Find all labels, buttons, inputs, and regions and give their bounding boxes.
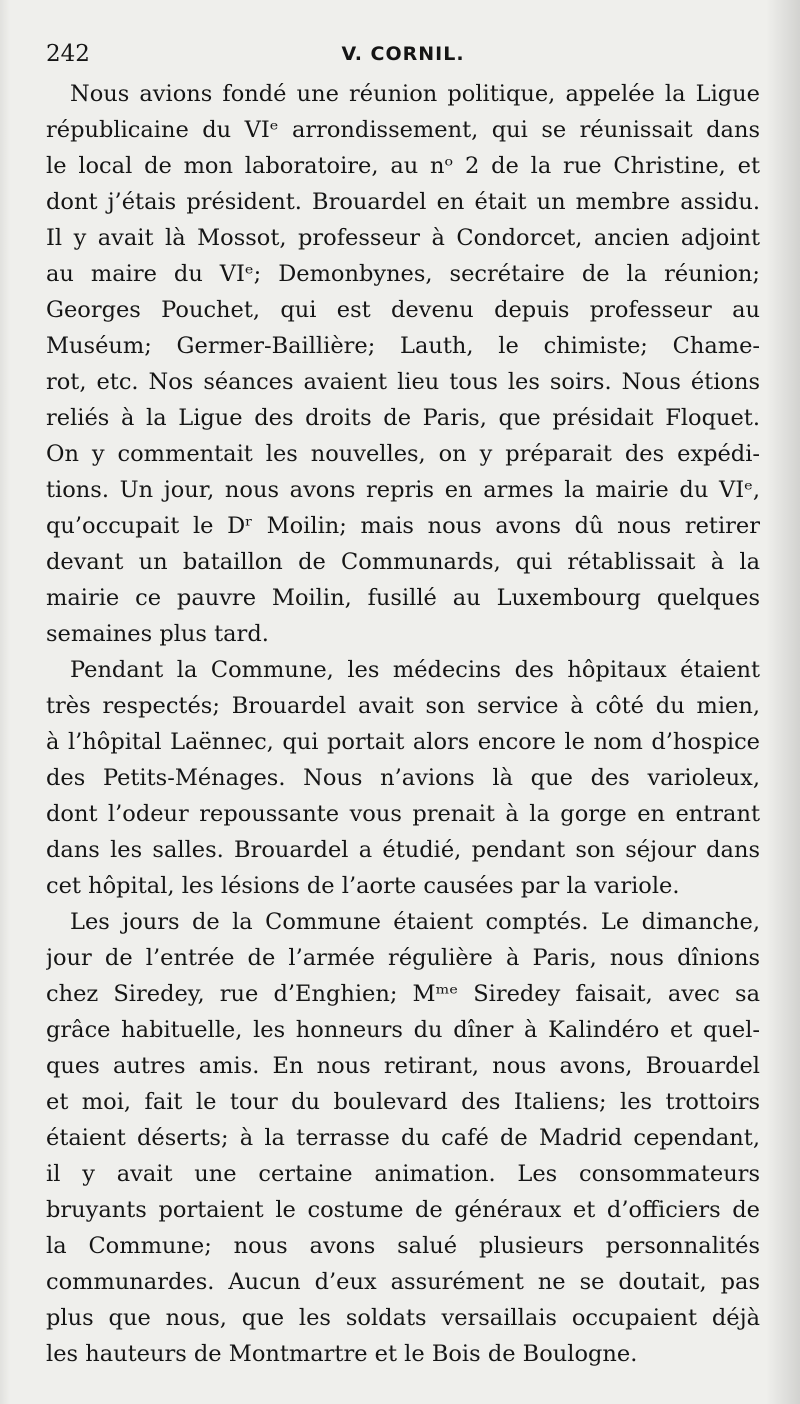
text-line: et moi, fait le tour du boulevard des Italiens; les trottoirs bbox=[46, 1089, 760, 1115]
paragraph bbox=[46, 652, 760, 904]
running-head: V. CORNIL. bbox=[341, 43, 465, 65]
text-line: à l’hôpital Laënnec, qui portait alors encore le nom d’hospice bbox=[46, 729, 760, 755]
text-line: cet hôpital, les lésions de l’aorte causées par la variole. bbox=[46, 873, 680, 899]
text-line: la Commune; nous avons salué plusieurs personnalités bbox=[46, 1233, 760, 1259]
text-line: jour de l’entrée de l’armée régulière à Paris, nous dînions bbox=[46, 945, 760, 971]
text-line: communardes. Aucun d’eux assurément ne se doutait, pas bbox=[46, 1269, 760, 1295]
text-line: ques autres amis. En nous retirant, nous avons, Brouardel bbox=[46, 1053, 760, 1079]
text-line: On y commentait les nouvelles, on y préparait des expédi- bbox=[46, 441, 760, 467]
text-line: grâce habituelle, les honneurs du dîner à Kalindéro et quel- bbox=[46, 1017, 760, 1043]
page-edge-shadow-left bbox=[0, 0, 10, 1404]
text-line: républicaine du VIᵉ arrondissement, qui se réunissait dans bbox=[46, 117, 760, 143]
text-line: plus que nous, que les soldats versaillais occupaient déjà bbox=[46, 1305, 760, 1331]
text-line: rot, etc. Nos séances avaient lieu tous les soirs. Nous étions bbox=[46, 369, 760, 395]
paragraph bbox=[46, 76, 760, 652]
text-line: Il y avait là Mossot, professeur à Condorcet, ancien adjoint bbox=[46, 225, 760, 251]
page-number: 242 bbox=[46, 41, 90, 67]
text-line: au maire du VIᵉ; Demonbynes, secrétaire de la réunion; bbox=[46, 261, 760, 287]
text-line: les hauteurs de Montmartre et le Bois de Boulogne. bbox=[46, 1341, 638, 1367]
text-line: Pendant la Commune, les médecins des hôpitaux étaient bbox=[70, 657, 760, 683]
text-line: semaines plus tard. bbox=[46, 621, 269, 647]
text-line: dans les salles. Brouardel a étudié, pendant son séjour dans bbox=[46, 837, 760, 863]
text-line: mairie ce pauvre Moilin, fusillé au Luxembourg quelques bbox=[46, 585, 760, 611]
page-header bbox=[46, 37, 760, 71]
text-line: chez Siredey, rue d’Enghien; Mᵐᵉ Siredey faisait, avec sa bbox=[46, 981, 760, 1007]
body-text bbox=[46, 76, 760, 1372]
text-line: Muséum; Germer-Baillière; Lauth, le chimiste; Chame- bbox=[46, 333, 760, 359]
text-line: Georges Pouchet, qui est devenu depuis professeur au bbox=[46, 297, 760, 323]
paragraph bbox=[46, 904, 760, 1372]
text-line: devant un bataillon de Communards, qui rétablissait à la bbox=[46, 549, 760, 575]
text-line: reliés à la Ligue des droits de Paris, que présidait Floquet. bbox=[46, 405, 760, 431]
text-line: dont j’étais président. Brouardel en était un membre assidu. bbox=[46, 189, 760, 215]
text-line: il y avait une certaine animation. Les consommateurs bbox=[46, 1161, 760, 1187]
text-line: le local de mon laboratoire, au nᵒ 2 de la rue Christine, et bbox=[46, 153, 760, 179]
text-line: Les jours de la Commune étaient comptés. Le dimanche, bbox=[70, 909, 760, 935]
text-line: Nous avions fondé une réunion politique, appelée la Ligue bbox=[70, 81, 760, 107]
text-line: bruyants portaient le costume de généraux et d’officiers de bbox=[46, 1197, 760, 1223]
text-line: étaient déserts; à la terrasse du café de Madrid cependant, bbox=[46, 1125, 760, 1151]
text-line: très respectés; Brouardel avait son service à côté du mien, bbox=[46, 693, 760, 719]
text-line: qu’occupait le Dʳ Moilin; mais nous avons dû nous retirer bbox=[46, 513, 760, 539]
text-line: des Petits-Ménages. Nous n’avions là que des varioleux, bbox=[46, 765, 760, 791]
text-line: dont l’odeur repoussante vous prenait à la gorge en entrant bbox=[46, 801, 760, 827]
page-edge-shadow-right bbox=[766, 0, 800, 1404]
text-line: tions. Un jour, nous avons repris en armes la mairie du VIᵉ, bbox=[46, 477, 760, 503]
